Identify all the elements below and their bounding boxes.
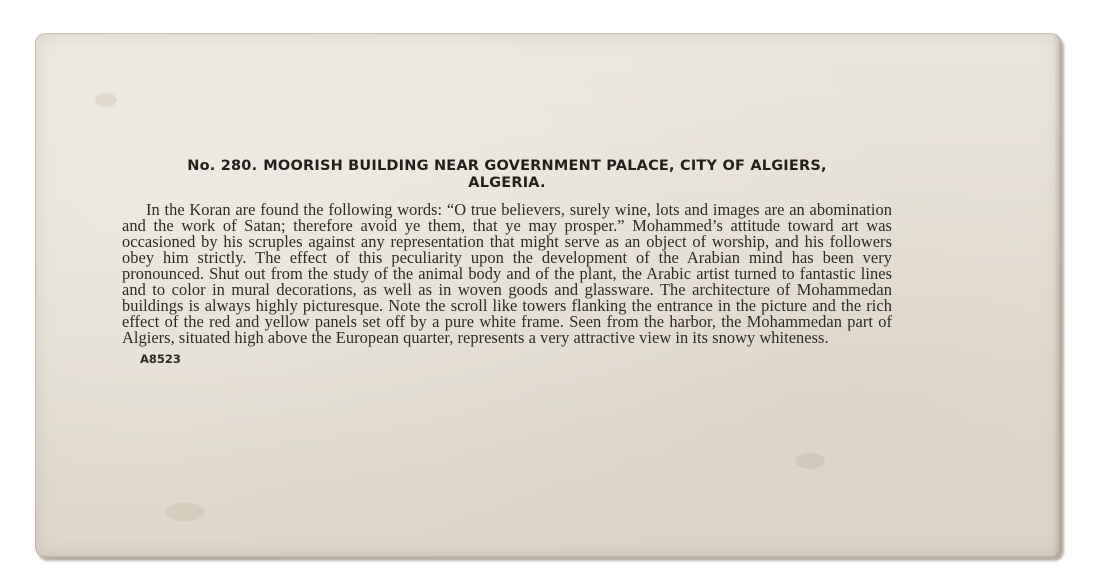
- foxing-spot: [795, 453, 825, 469]
- card-edge: [1053, 33, 1061, 557]
- catalog-code: A8523: [140, 352, 181, 366]
- caption-title: [122, 158, 892, 192]
- card-number: No. 280.: [187, 158, 258, 174]
- caption-block: [122, 158, 892, 366]
- foxing-spot: [95, 93, 117, 107]
- foxing-spot: [165, 503, 205, 521]
- caption-body: In the Koran are found the following words: “O true believers, surely wine, lots and images are an abomination and the work of Satan; therefore avoid ye them, that ye may prosper.” Mohammed’s attitude toward art was occasioned by his scruples against any representation that might serve as an object of worship, and his followers obey him strictly. The effect of this peculiarity upon the development of the Arabian mind has been very pronounced. Shut out from the study of the animal body and of the plant, the Arabic artist turned to fantastic lines and to color in mural decorations, as well as in woven goods and glassware. The architecture of Mohammedan buildings is always highly picturesque. Note the scroll like towers flanking the entrance in the picture and the rich effect of the red and yellow panels set off by a pure white frame. Seen from the harbor, the Mohammedan part of Algiers, situated high above the European quarter, represents a very attractive view in its snowy whiteness.: [122, 200, 892, 347]
- title-line-2: ALGERIA.: [468, 175, 546, 191]
- title-line-1: MOORISH BUILDING NEAR GOVERNMENT PALACE, CITY OF ALGIERS,: [263, 158, 827, 174]
